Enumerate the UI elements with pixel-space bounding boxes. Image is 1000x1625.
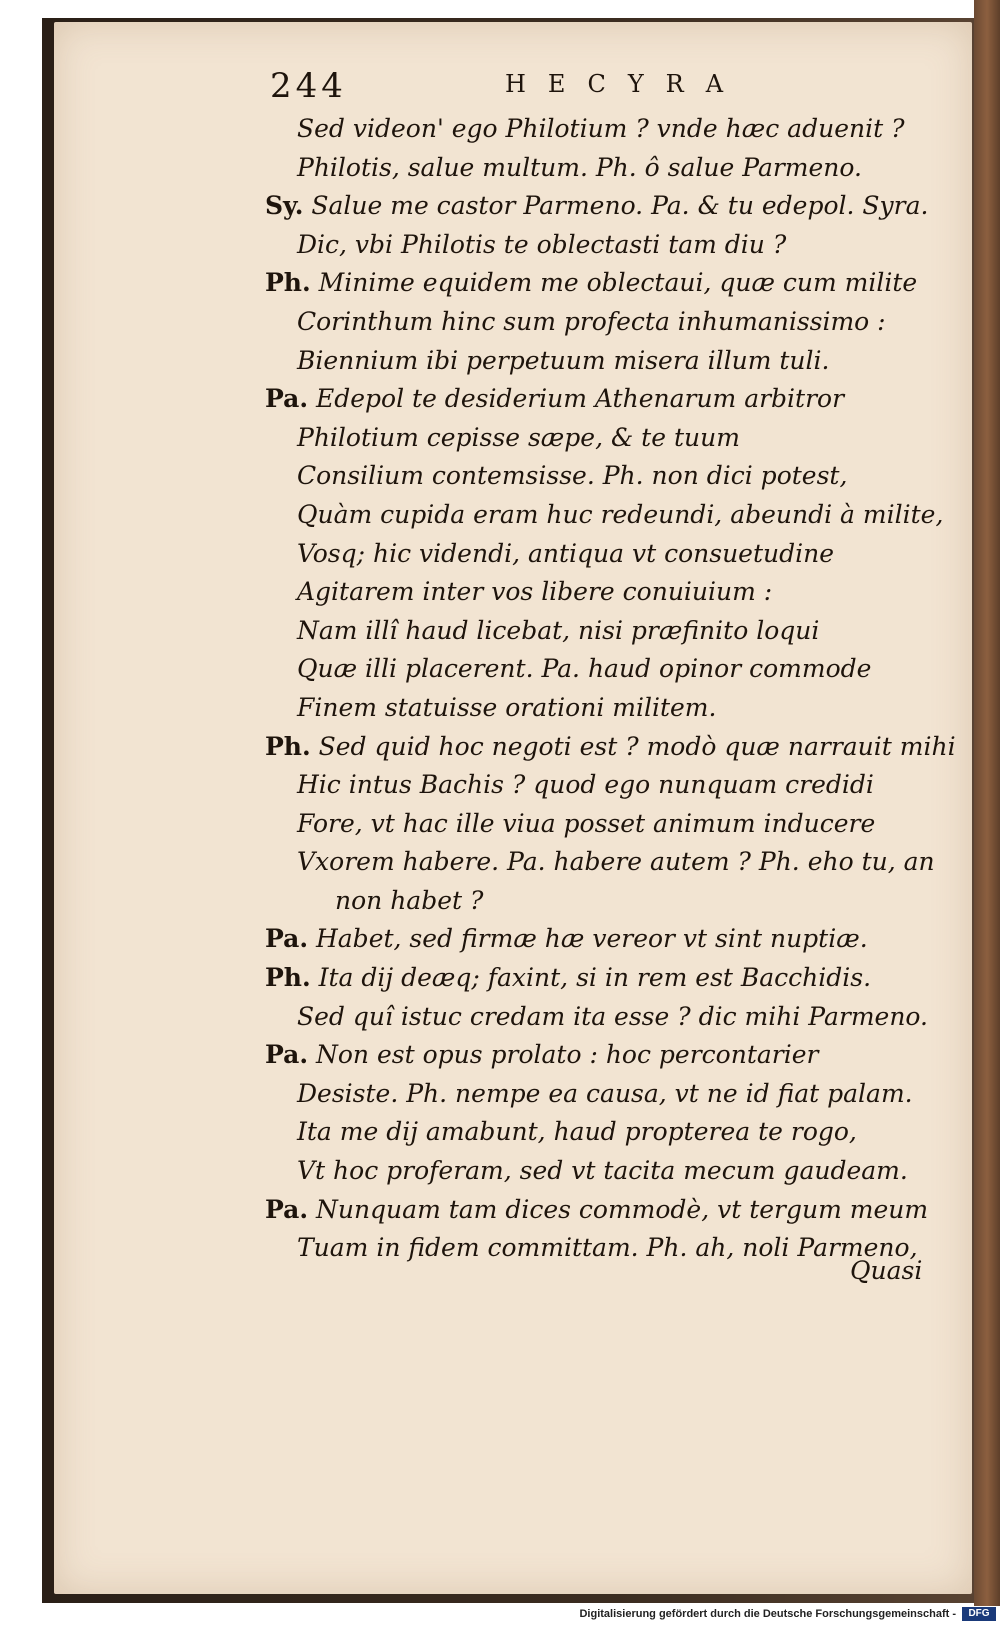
verse-text: Tuam in fidem committam. Ph. ah, noli Parmeno, [297,1233,918,1263]
verse-line [265,187,929,226]
verse-text-block [265,110,956,1268]
verse-line [265,149,925,188]
verse-line [265,419,925,458]
verse-text: Nam illî haud licebat, nisi præfinito loqui [297,615,820,645]
speaker-label: Pa. [265,924,309,954]
verse-text: Vxorem habere. Pa. habere autem ? Ph. eho tu, an [297,847,935,877]
verse-line [265,1229,925,1268]
verse-line [265,380,925,419]
verse-line [265,1113,925,1152]
verse-text: Nunquam tam dices commodè, vt tergum meum [308,1194,929,1224]
speaker-label: Pa. [265,384,309,414]
digitization-credit: Digitalisierung gefördert durch die Deutsche Forschungsgemeinschaft - [579,1608,956,1620]
book-edge [974,0,1000,1610]
verse-line [265,1152,925,1191]
verse-line [265,110,925,149]
verse-text: Salue me castor Parmeno. Pa. & tu edepol. Syra. [303,191,929,221]
speaker-label: Ph. [265,963,311,993]
verse-text: Ita me dij amabunt, haud propterea te rogo, [297,1117,857,1147]
verse-line [265,728,956,767]
speaker-label: Pa. [265,1194,309,1224]
verse-line [265,766,925,805]
running-title: HECYRA [505,70,746,98]
page-header [270,66,920,106]
verse-line [265,650,925,689]
speaker-label: Ph. [265,731,311,761]
verse-line [265,226,925,265]
verse-text: Quàm cupida eram huc redeundi, abeundi à milite, [297,499,944,529]
verse-line [265,496,944,535]
verse-line [265,612,925,651]
verse-line [265,535,925,574]
page-number: 244 [270,66,347,106]
verse-line [265,1191,929,1230]
verse-text: Sed quî istuc credam ita esse ? dic mihi Parmeno. [297,1001,928,1031]
verse-text: Finem statuisse orationi militem. [297,692,717,722]
verse-text: Minime equidem me oblectaui, quæ cum milite [310,268,918,298]
dfg-logo: DFG [962,1607,996,1621]
verse-text: Habet, sed firmæ hæ vereor vt sint nuptiæ. [308,924,868,954]
verse-text: Edepol te desiderium Athenarum arbitror [308,384,845,414]
speaker-label: Ph. [265,268,311,298]
verse-text: Vt hoc proferam, sed vt tacita mecum gaudeam. [297,1156,908,1186]
verse-text: Vosq; hic videndi, antiqua vt consuetudine [297,538,835,568]
verse-text: Philotium cepisse sæpe, & te tuum [297,422,740,452]
verse-line [265,959,925,998]
verse-text: non habet ? [335,885,484,915]
verse-text: Ita dij deæq; faxint, si in rem est Bacchidis. [310,963,872,993]
verse-line [265,805,925,844]
verse-line [265,1075,925,1114]
verse-line [265,457,925,496]
verse-text: Sed videon' ego Philotium ? vnde hæc aduenit ? [297,114,905,143]
verse-text: Fore, vt hac ille viua posset animum inducere [297,808,876,838]
verse-line [265,920,925,959]
verse-line [265,264,925,303]
verse-text: Non est opus prolato : hoc percontarier [308,1040,819,1070]
verse-line [265,1036,925,1075]
verse-text: Desiste. Ph. nempe ea causa, vt ne id fiat palam. [297,1078,913,1108]
verse-line [265,342,925,381]
verse-line [265,843,935,882]
verse-text: Agitarem inter vos libere conuiuium : [297,577,773,607]
verse-text: Biennium ibi perpetuum misera illum tuli. [297,345,830,375]
verse-text: Philotis, salue multum. Ph. ô salue Parmeno. [297,152,862,182]
verse-text: Hic intus Bachis ? quod ego nunquam credidi [297,770,874,800]
verse-text: Sed quid hoc negoti est ? modò quæ narrauit mihi [310,731,956,761]
verse-text: Corinthum hinc sum profecta inhumanissimo : [297,306,886,336]
catchword: Quasi [850,1256,923,1285]
verse-text: Consilium contemsisse. Ph. non dici potest, [297,461,848,491]
verse-line [265,882,925,921]
verse-line [265,303,925,342]
verse-line [265,998,928,1037]
speaker-label: Sy. [265,191,304,221]
speaker-label: Pa. [265,1040,309,1070]
verse-line [265,689,925,728]
verse-line [265,573,925,612]
verse-text: Quæ illi placerent. Pa. haud opinor commode [297,654,872,684]
verse-text: Dic, vbi Philotis te oblectasti tam diu ? [297,229,787,259]
